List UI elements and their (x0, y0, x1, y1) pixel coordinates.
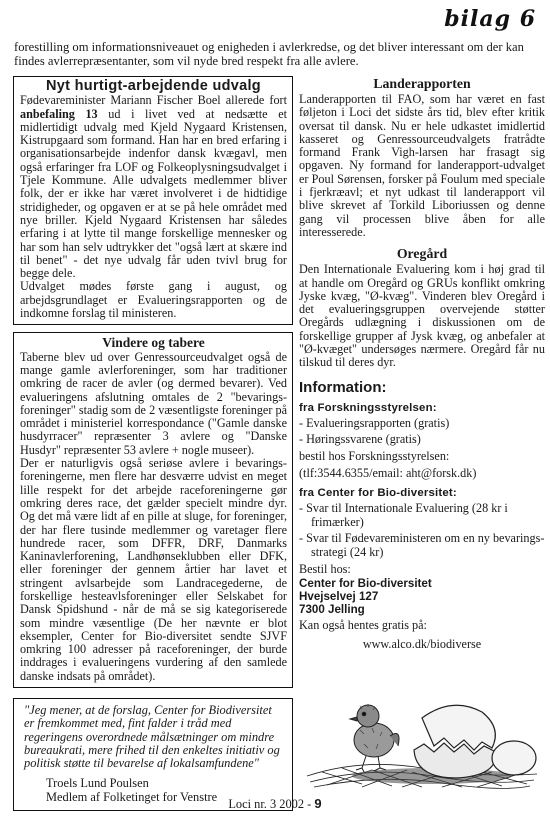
new-committee-body: Fødevareminister Mariann Fischer Boel allerede fort anbefaling 13 ud i livet ved at nedsætte et midlertidigt udvalg med Kjeld Nygaard Kristensen, Kistrupgaard som formand. Han har en bred erfaring i organisationsarbejde indenfor dansk kvægavl, men også erfaringer fra LOF og Folkeoplysningsudvalget i Tjele Kommune. Alle udvalgets medlemmer bliver folk, der er ikke har været involveret i de hidtidige stridigheder, og opgaven er at se på hele området med nye briller. Kjeld Nygaard Kristensen har således erfaring i at lytte til mange forskellige mennesker og har som han selv udtrykker det "også lært at skære ind til benet" - det nye udvalg får uden tvivl brug for begge dele. (20, 93, 287, 281)
intro-paragraph: forestilling om informationsniveauet og enigheden i avlerkredse, og det bliver interessant om der kan findes avlerrepræsentanter, som vil nyde bred respekt fra alle avlere. (14, 40, 524, 68)
publication-name: Loci nr. 3 2002 - (228, 797, 315, 811)
page-footer (0, 796, 550, 812)
order-label: bestil hos Forskningsstyrelsen: (299, 449, 450, 464)
chick-hatching-egg-icon (302, 688, 542, 790)
winners-losers-p1: Taberne blev ud over Genressourceudvalget også de mange gamle avlerforeninger, som har traditioner omkring de racer de avler (og dermed bevarer). Ved evalueringens afslutning omtales de 2 "bevarings-foreninger" stadig som de 2 væsentligste foreninger på området i ministeriel korrespondance ("Gamle danske husdyrracer" repræsenter 3 avlere og "Danske Husdyr" repræsenter 53 avlere + nogle museer). (20, 349, 287, 457)
address-line: Hvejselvej 127 (299, 589, 379, 603)
winners-losers-box (13, 332, 293, 688)
left-column (13, 76, 293, 811)
info-item: - Evalueringsrapporten (gratis) (299, 415, 450, 430)
information-title: Information: (299, 378, 387, 396)
landerapporten-body: Landerapporten til FAO, som har været en fast føljeton i Loci det sidste års tid, blev efter kritik oversat til dansk. Nu er hele udkastet imidlertid kasseret og Genressourceudvalgets fratrådte formand Frank Vigh-larsen har frasagt sig opgaven. Ny formand for landerapport-udvalget er Poul Sørensen, forsker på Foulum med speciale i fjerkræavl; et nyt udkast til landerapport vil blive skrevet af Torkild Liboriussen og denne gang vil processen blive åben for alle interesserede. (299, 92, 545, 239)
right-column (299, 76, 545, 651)
landerapporten-title: Landerapporten (373, 76, 471, 91)
quote-text: "Jeg mener, at de forslag, Center for Biodiversitet er fremkommet med, fint falder i tråd med regeringens overordnede målsætninger om mindre bureaukrati, mere frihed til den enkeltes initiativ og politisk støtte til bevarelse af lokalsamfundene" (24, 703, 280, 771)
address-line: 7300 Jelling (299, 602, 365, 616)
info-item: - Svar til Fødevareministeren om en ny bevarings-strategi (24 kr) (299, 531, 545, 560)
oregaard-title: Oregård (396, 246, 448, 262)
info-sub-forskningsstyrelsen: fra Forskningsstyrelsen: (299, 401, 437, 414)
handwritten-label: bilag 6 (444, 6, 536, 32)
info-item: - Høringssvarene (gratis) (299, 432, 421, 447)
winners-losers-title: Vindere og tabere (102, 335, 205, 351)
info-sub-center: fra Center for Bio-diversitet: (299, 486, 457, 499)
order-label-2: Bestil hos: (299, 562, 351, 577)
oregaard-body: Den Internationale Evaluering kom i høj grad til at handle om Oregård og GRUs konflikt omkring Jyske kvæg, "Ø-kvæg". Vinderen blev Oregård i det evalueringsgruppen overvejende støtter Oregårds udlægning i diskussionen om de forskellige grupper af Jysk kvæg, og anbefaler at "Ø-kvæget" undersøges nærmere. Oregård får nu tilskud til deres dyr. (299, 262, 545, 370)
quote-role: Medlem af Folketinget for Venstre (46, 789, 218, 804)
quote-box (13, 698, 293, 810)
address-line: Center for Bio-diversitet (299, 576, 432, 590)
page-number: 9 (314, 796, 322, 811)
order-contact: (tlf:3544.6355/email: aht@forsk.dk) (299, 466, 477, 481)
free-download-note: Kan også hentes gratis på: (299, 617, 427, 632)
new-committee-box (13, 76, 293, 325)
winners-losers-p2: Der er naturligvis også seriøse avlere i bevarings-foreningerne, men flere har desværre udvist en meget lille respekt for det arbejde raceforeningerne gør omkring deres race, det gælder specielt mindre dyr. Og det må være lidt af en pille at sluge, for foreninger, der har flere tusinde medlemmer og varetager flere hundrede racer, som DFFR, DRF, Danmarks Kaninavlerforening, Landhønseklubben eller DFK, eller foreninger der gennem årtier har lavet et stringent avlsarbejde som Landracegederne, de forskellige hesteavlsforeninger eller Selskabet for Dansk Spidshund - når de må se sig kategoriserede som mindre væsentlige (De her nævnte er blot eksempler, Center for Bio-diversitet sendte SJVF omkring 100 adresser på raceforeninger, der burde inddrages i evalueringens vurdering af den samlede danske indsats på området). (20, 456, 287, 683)
quote-author: Troels Lund Poulsen (46, 775, 149, 790)
info-item: - Svar til Internationale Evaluering (28 kr i frimærker) (299, 500, 508, 529)
new-committee-body-2: Udvalget mødes første gang i august, og arbejdsgrundlaget er Evalueringsrapporten og de indkomne forslag til ministeren. (20, 279, 287, 321)
recommendation-emphasis: anbefaling 13 (20, 106, 98, 121)
new-committee-title: Nyt hurtigt-arbejdende udvalg (46, 78, 261, 94)
website-url[interactable]: www.alco.dk/biodiverse (362, 636, 482, 651)
